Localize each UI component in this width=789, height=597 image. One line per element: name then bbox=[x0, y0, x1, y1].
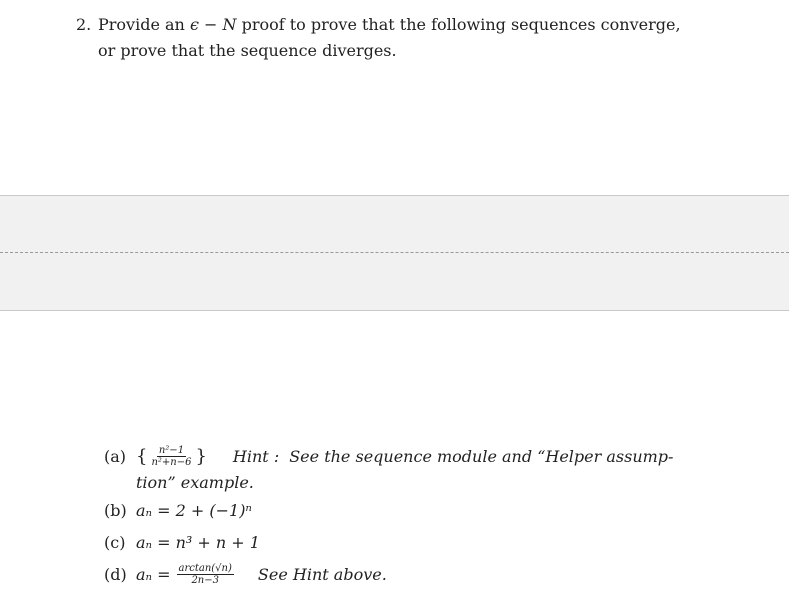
problem-number: 2. bbox=[76, 15, 92, 34]
problem-text-post: proof to prove that the following sequences converge, bbox=[236, 15, 681, 34]
problem-text-pre: Provide an bbox=[98, 15, 190, 34]
part-a-fraction bbox=[149, 445, 193, 468]
part-a-numerator: n²−1 bbox=[158, 444, 185, 456]
part-d-numerator: arctan(√n) bbox=[178, 562, 232, 574]
part-a-hint-continuation: tion” example. bbox=[136, 473, 254, 492]
part-d bbox=[104, 558, 724, 590]
part-d-lhs: aₙ = bbox=[136, 564, 171, 584]
part-d-note: See Hint above. bbox=[257, 564, 387, 584]
part-c-label: (c) bbox=[104, 532, 126, 552]
part-a bbox=[104, 440, 724, 472]
part-d-label: (d) bbox=[104, 564, 127, 584]
part-b bbox=[104, 494, 724, 526]
part-a-hint-label: Hint : bbox=[232, 446, 280, 466]
part-b-expression: aₙ = 2 + (−1)ⁿ bbox=[136, 500, 252, 520]
part-a-denominator: n²+n−6 bbox=[151, 456, 192, 468]
part-c bbox=[104, 526, 724, 558]
part-a-hint-text: See the sequence module and “Helper assump- bbox=[289, 446, 674, 466]
problem-statement bbox=[76, 12, 716, 64]
part-c-expression: aₙ = n³ + n + 1 bbox=[136, 532, 260, 552]
page-break-separator bbox=[0, 195, 789, 311]
page-break-dashed-line bbox=[0, 252, 789, 253]
part-a-label: (a) bbox=[104, 446, 127, 466]
part-a-close-brace: } bbox=[195, 445, 207, 467]
problem-line-2: or prove that the sequence diverges. bbox=[98, 41, 397, 60]
part-a-open-brace: { bbox=[136, 445, 148, 467]
part-d-denominator: 2n−3 bbox=[191, 574, 219, 586]
epsilon-n-math: ϵ − N bbox=[189, 15, 237, 34]
part-d-fraction bbox=[177, 563, 234, 586]
part-b-label: (b) bbox=[104, 500, 127, 520]
problem-line-1 bbox=[76, 12, 716, 38]
problem-parts-list bbox=[104, 440, 724, 590]
